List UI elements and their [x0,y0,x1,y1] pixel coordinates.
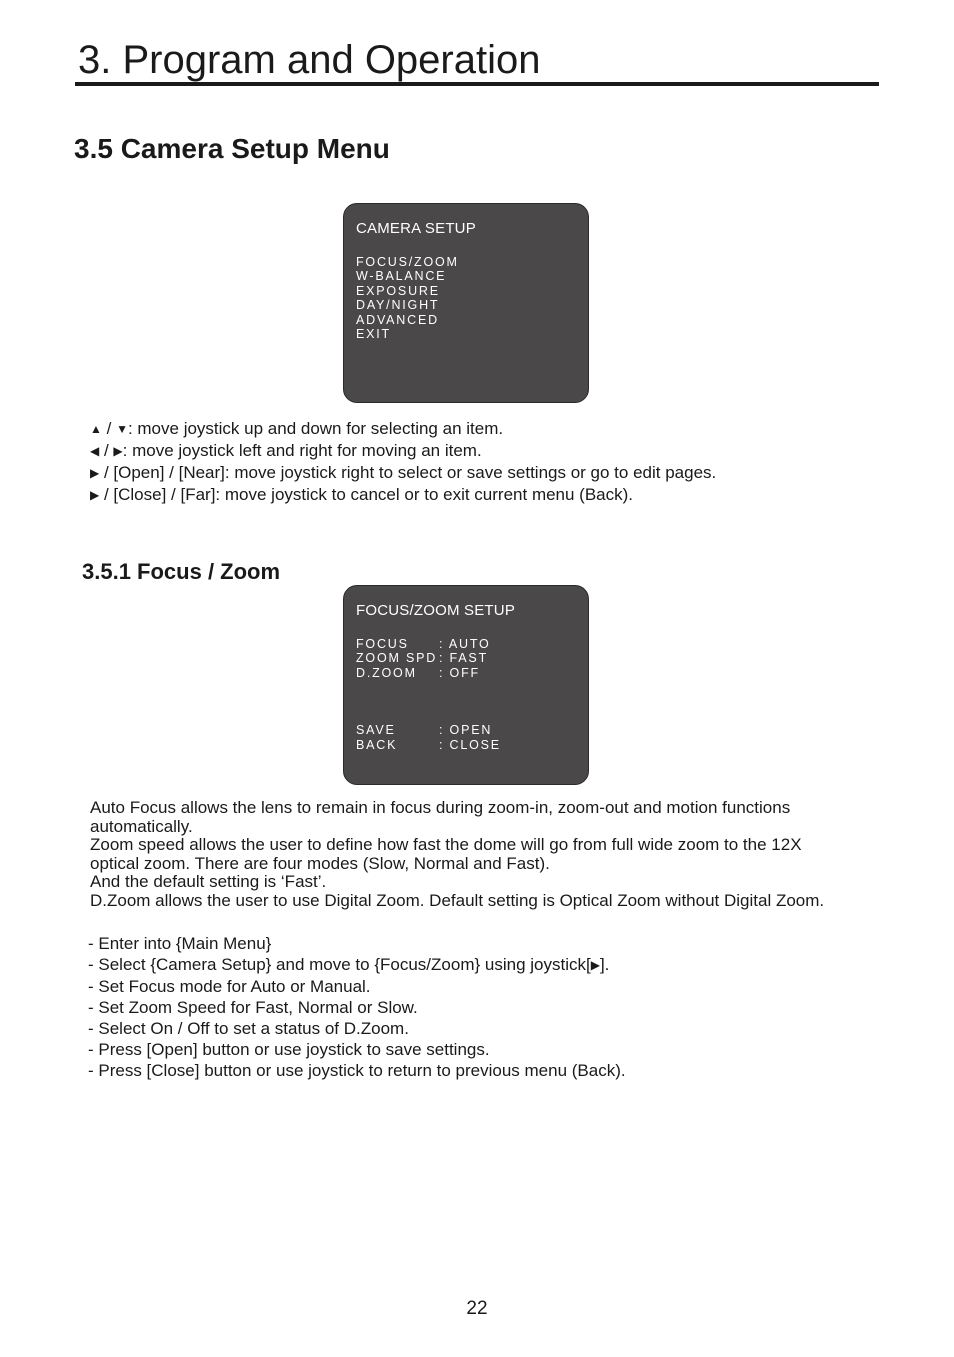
section-title: 3.5 Camera Setup Menu [74,133,390,164]
camera-setup-menu-items [356,255,459,341]
control-close-far [90,484,716,506]
focus-zoom-menu-title: FOCUS/ZOOM SETUP [356,602,516,619]
chapter-title: 3. Program and Operation [78,38,541,82]
subsection-title: 3.5.1 Focus / Zoom [82,559,281,584]
menu-item-day-night: DAY/NIGHT [356,298,440,313]
up-arrow-icon: ▲ [90,422,102,436]
step-item: - Set Focus mode for Auto or Manual. [88,977,371,996]
right-arrow-icon: ▶ [90,466,100,480]
camera-setup-menu-title: CAMERA SETUP [356,220,476,237]
menu-row-d-zoom: D.ZOOM : OFF [356,665,480,680]
control-left-right-text: : move joystick left and right for moving an item. [122,441,482,460]
menu-item-focus-zoom: FOCUS/ZOOM [356,255,459,269]
menu-item-w-balance: W-BALANCE [356,269,447,284]
joystick-controls-list [90,418,716,506]
step-item: - Press [Open] button or use joystick to save settings. [88,1040,490,1059]
menu-row-save: SAVE : OPEN [356,723,493,738]
menu-spacer [356,680,501,723]
step-item: - Select {Camera Setup} and move to {Focus/Zoom} using joystick[▶]. [88,955,610,974]
procedure-steps [88,933,626,1081]
description-line: optical zoom. There are four modes (Slow, Normal and Fast). [90,853,550,873]
right-arrow-icon: ▶ [90,488,100,502]
step-item: - Select On / Off to set a status of D.Zoom. [88,1019,409,1038]
menu-item-advanced: ADVANCED [356,312,439,327]
control-left-right: ◀ / ▶: move joystick left and right for moving an item. [90,441,482,460]
control-up-down: ▲ / ▼: move joystick up and down for selecting an item. [90,419,504,438]
step-item: - Set Zoom Speed for Fast, Normal or Slow. [88,998,418,1017]
description-line: D.Zoom allows the user to use Digital Zoom. Default setting is Optical Zoom without Digital Zoom. [90,890,825,910]
step-item: - Press [Close] button or use joystick to return to previous menu (Back). [88,1061,626,1080]
menu-item-exposure: EXPOSURE [356,283,440,298]
chapter-title-rule [75,82,879,86]
control-open-near [90,462,716,484]
description-line: And the default setting is ‘Fast’. [90,872,327,892]
control-close-far-text: / [Close] / [Far]: move joystick to cancel or to exit current menu (Back). [99,485,634,504]
menu-row-zoom-spd: ZOOM SPD : FAST [356,651,489,666]
right-arrow-icon: ▶ [590,958,600,972]
down-arrow-icon: ▼ [116,422,128,436]
focus-zoom-description [90,799,880,911]
page-number: 22 [466,1298,488,1319]
focus-zoom-menu-rows [356,637,501,752]
menu-row-focus: FOCUS : AUTO [356,637,491,651]
left-arrow-icon: ◀ [90,444,100,458]
description-line: automatically. [90,816,193,836]
step-item: - Enter into {Main Menu} [88,934,272,953]
focus-zoom-menu-screen [343,585,589,785]
right-arrow-icon: ▶ [113,444,123,458]
menu-row-back: BACK : CLOSE [356,737,501,752]
menu-item-exit: EXIT [356,327,391,342]
description-line: Zoom speed allows the user to define how fast the dome will go from full wide zoom to the 12X [90,835,802,855]
description-line: Auto Focus allows the lens to remain in focus during zoom-in, zoom-out and motion functions [90,798,791,817]
control-open-near-text: / [Open] / [Near]: move joystick right to select or save settings or go to edit pages. [99,463,717,482]
camera-setup-menu-screen [343,203,589,403]
control-up-down-text: : move joystick up and down for selecting an item. [127,419,504,438]
